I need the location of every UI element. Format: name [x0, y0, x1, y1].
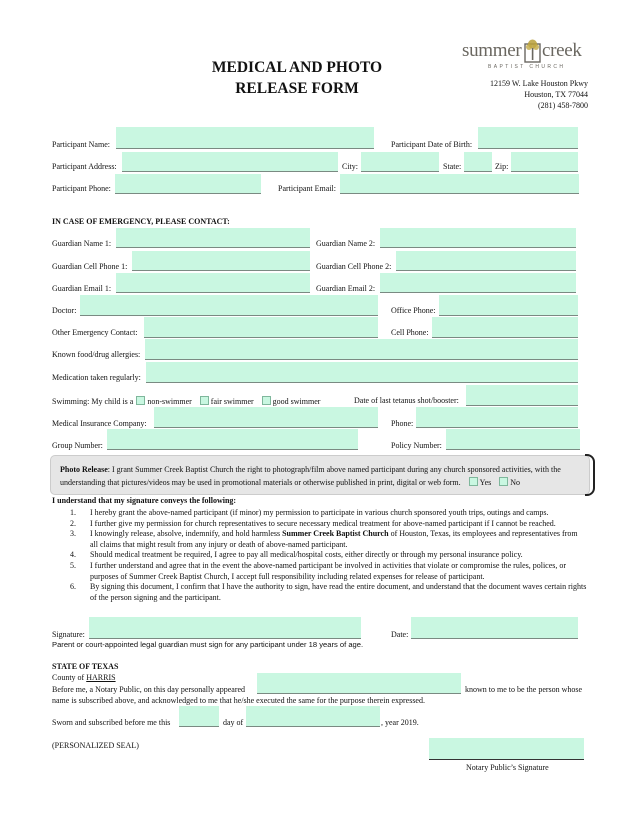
item-text: I hereby grant the above-named participant (if minor) my permission to participate in various church sponsored youth trips, outings and camps. — [90, 508, 549, 517]
date-field[interactable] — [411, 617, 578, 639]
item-text: I knowingly release, absolve, indemnify, and hold harmless — [90, 529, 283, 539]
insurance-label: Medical Insurance Company: — [52, 419, 147, 428]
participant-dob-label: Participant Date of Birth: — [391, 140, 473, 149]
day-of-text: day of — [223, 718, 244, 727]
sworn-text: Sworn and subscribed before me this — [52, 718, 171, 727]
photo-release-text — [60, 463, 569, 489]
item-number: 1. — [70, 508, 76, 517]
subscribed-text: name is subscribed above, and acknowledged to me that he/she executed the same for the purpose therein expressed. — [52, 696, 425, 705]
cell-phone-field[interactable] — [432, 317, 578, 338]
participant-name-field[interactable] — [116, 127, 374, 149]
guardian-cell2-field[interactable] — [396, 251, 576, 271]
state-label: State: — [443, 162, 462, 171]
signature-label: Signature: — [52, 630, 85, 639]
form-title-line1: MEDICAL AND PHOTO — [211, 59, 383, 76]
item-text: I further give my permission for church representatives to secure necessary medical treatment for above-named participant if I cannot be reached. — [90, 518, 556, 528]
participant-email-label: Participant Email: — [278, 184, 336, 193]
item-number: 3. — [70, 529, 76, 539]
logo-word-right: creek — [542, 40, 582, 61]
notary-signature-field[interactable] — [429, 738, 584, 760]
item-number: 4. — [70, 550, 76, 560]
allergies-label: Known food/drug allergies: — [52, 350, 141, 359]
medication-label: Medication taken regularly: — [52, 373, 141, 382]
photo-yes-label: Yes — [479, 478, 492, 487]
insurance-field[interactable] — [154, 407, 378, 428]
guardian-email2-field[interactable] — [380, 273, 576, 293]
list-item — [52, 519, 587, 530]
list-item — [52, 582, 587, 603]
item-text: of Houston, Texas, its employees and representatives from all claims that might result from any injury or death of above-named participant. — [90, 529, 578, 549]
guardian2-field[interactable] — [380, 228, 576, 248]
logo-subtitle: BAPTIST CHURCH — [488, 64, 566, 70]
swimming-label: Swimming: My child is a — [52, 397, 134, 406]
group-number-label: Group Number: — [52, 441, 103, 450]
participant-address-field[interactable] — [122, 152, 338, 172]
guardian2-label: Guardian Name 2: — [316, 239, 376, 248]
guardian-note: Parent or court-appointed legal guardian must sign for any participant under 18 years of age. — [52, 640, 364, 649]
logo-tree-icon — [524, 38, 541, 64]
notary-signature-label: Notary Public’s Signature — [466, 763, 549, 772]
policy-number-field[interactable] — [446, 429, 580, 450]
appeared-person-field[interactable] — [257, 673, 461, 694]
policy-number-label: Policy Number: — [391, 441, 442, 450]
personalized-seal: (PERSONALIZED SEAL) — [52, 741, 139, 750]
office-phone-label: Office Phone: — [391, 306, 436, 315]
cell-phone-label: Cell Phone: — [391, 328, 429, 337]
tetanus-field[interactable] — [466, 385, 578, 406]
guardian-email1-field[interactable] — [116, 273, 310, 293]
emergency-heading: IN CASE OF EMERGENCY, PLEASE CONTACT: — [52, 217, 230, 226]
list-item — [52, 561, 587, 582]
participant-address-label: Participant Address: — [52, 162, 117, 171]
other-contact-field[interactable] — [144, 317, 378, 338]
zip-field[interactable] — [511, 152, 578, 172]
photo-release-box — [50, 455, 590, 495]
participant-email-field[interactable] — [340, 174, 579, 194]
participant-phone-field[interactable] — [115, 174, 261, 194]
guardian-email1-label: Guardian Email 1: — [52, 284, 112, 293]
known-to-me-text: known to me to be the person whose — [465, 685, 583, 694]
church-logo — [462, 40, 590, 76]
item-number: 2. — [70, 518, 76, 528]
insurance-phone-label: Phone: — [391, 419, 414, 428]
state-of-texas: STATE OF TEXAS — [52, 662, 119, 671]
office-phone-field[interactable] — [439, 295, 578, 316]
participant-name-label: Participant Name: — [52, 140, 110, 149]
insurance-phone-field[interactable] — [416, 407, 578, 428]
item-number: 5. — [70, 560, 76, 570]
guardian-email2-label: Guardian Email 2: — [316, 284, 376, 293]
item-text: I further understand and agree that in the event the above-named participant be involved in activities that violate or compromise the rules, polices, or purposes of Summer Creek Baptist Church, I accept full responsibility including related expenses for release of participant. — [90, 560, 567, 581]
list-item — [52, 508, 587, 519]
photo-no-checkbox[interactable] — [499, 477, 508, 486]
guardian1-label: Guardian Name 1: — [52, 239, 112, 248]
church-address-line1: 12159 W. Lake Houston Pkwy — [490, 79, 588, 88]
participant-phone-label: Participant Phone: — [52, 184, 111, 193]
list-item — [52, 550, 587, 561]
list-item — [52, 529, 587, 550]
non-swimmer-label: non-swimmer — [147, 397, 192, 406]
fair-swimmer-checkbox[interactable] — [200, 396, 209, 405]
guardian1-field[interactable] — [116, 228, 310, 248]
other-contact-label: Other Emergency Contact: — [52, 328, 138, 337]
logo-word-left: summer — [462, 40, 522, 61]
photo-release-body: : I grant Summer Creek Baptist Church the right to photograph/film above named participant during any church sponsored activities, with the understanding that pictures/videos may be used in promotional materials or otherwise published in print, digital or web form. — [60, 465, 561, 487]
church-address-line2: Houston, TX 77044 — [524, 90, 588, 99]
state-field[interactable] — [464, 152, 492, 172]
city-label: City: — [342, 162, 359, 171]
photo-yes-checkbox[interactable] — [469, 477, 478, 486]
good-swimmer-label: good swimmer — [272, 397, 321, 406]
doctor-label: Doctor: — [52, 306, 77, 315]
group-number-field[interactable] — [107, 429, 358, 450]
date-label: Date: — [391, 630, 409, 639]
photo-no-label: No — [510, 478, 521, 487]
county-value: HARRIS — [86, 673, 116, 682]
city-field[interactable] — [361, 152, 439, 172]
church-name-bold: Summer Creek Baptist Church — [282, 529, 389, 539]
good-swimmer-checkbox[interactable] — [262, 396, 271, 405]
agreement-heading: I understand that my signature conveys the following: — [52, 496, 237, 505]
zip-label: Zip: — [495, 162, 509, 171]
county-label: County of — [52, 673, 85, 682]
before-me-text: Before me, a Notary Public, on this day personally appeared — [52, 685, 246, 694]
guardian-cell1-label: Guardian Cell Phone 1: — [52, 262, 128, 271]
signature-field[interactable] — [89, 617, 361, 639]
sworn-day-field[interactable] — [179, 706, 219, 727]
non-swimmer-checkbox[interactable] — [136, 396, 145, 405]
photo-release-bracket — [585, 454, 595, 496]
guardian-cell2-label: Guardian Cell Phone 2: — [316, 262, 392, 271]
item-text: Should medical treatment be required, I agree to pay all medical/hospital costs, either directly or through my personal insurance policy. — [90, 550, 523, 560]
sworn-month-field[interactable] — [246, 706, 380, 727]
item-text: By signing this document, I confirm that I have the authority to sign, have read the entire document, and understand that the document waves certain rights of the person signing and the participant. — [90, 582, 587, 602]
item-number: 6. — [70, 582, 76, 592]
guardian-cell1-field[interactable] — [132, 251, 310, 271]
participant-dob-field[interactable] — [478, 127, 578, 149]
agreement-list — [52, 508, 587, 603]
doctor-field[interactable] — [80, 295, 378, 316]
fair-swimmer-label: fair swimmer — [210, 397, 254, 406]
church-phone: (281) 458-7800 — [538, 101, 588, 110]
county-row — [52, 673, 116, 683]
tetanus-label: Date of last tetanus shot/booster: — [354, 396, 459, 405]
swimming-row — [52, 396, 320, 407]
photo-release-heading: Photo Release — [60, 465, 108, 474]
allergies-field[interactable] — [145, 339, 578, 360]
year-text: , year 2019. — [381, 718, 419, 727]
medication-field[interactable] — [146, 362, 578, 383]
form-title-line2: RELEASE FORM — [235, 80, 359, 97]
